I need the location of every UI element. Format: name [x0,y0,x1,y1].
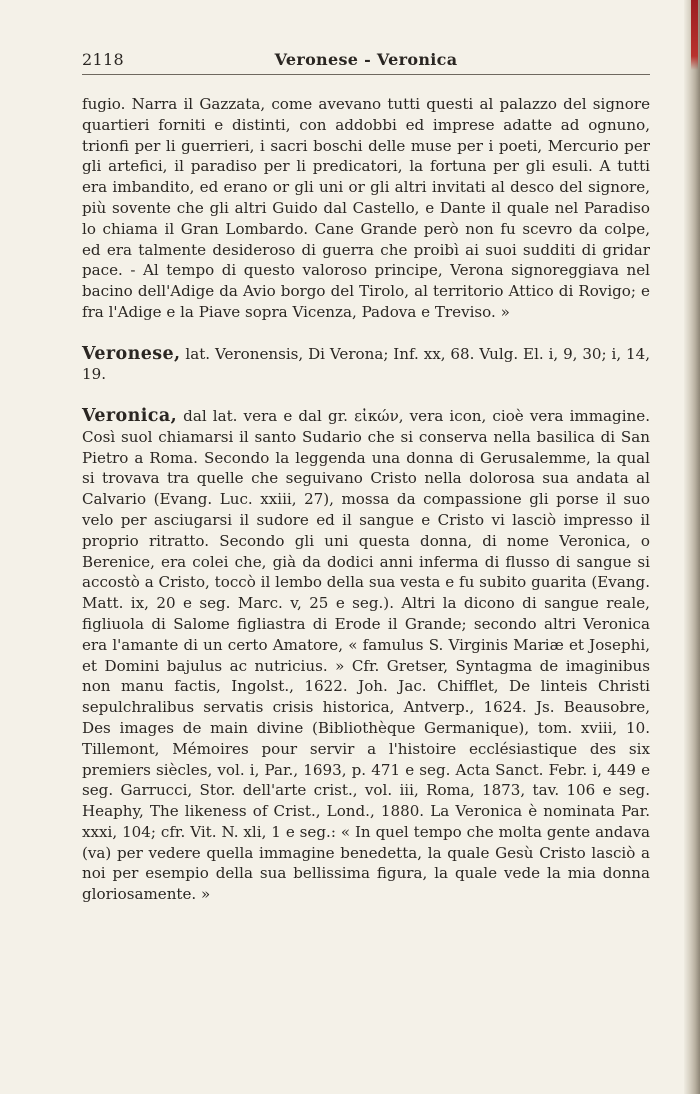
continuation-paragraph: fugio. Narra il Gazzata, come avevano tutti questi al palazzo del signore quartieri forniti e distinti, con addobbi ed imprese adatte ad ognuno, trionfi per li guerrieri, i sacri boschi delle muse per i poeti, Mercurio per gli artefici, il paradiso per li predicatori, la fortuna per gli esuli. A tutti era imbandito, ed erano or gli uni or gli altri invitati al desco del signore, più sovente che gli altri Guido dal Castello, e Dante il quale nel Paradiso lo chiama il Gran Lombardo. Cane Grande però non fu scevro da colpe, ed era talmente desideroso di guerra che proibì ai suoi sudditi di gridar pace. - Al tempo di questo valoroso principe, Verona signoreggiava nel bacino dell'Adige da Avio borgo del Tirolo, al territorio Attico di Rovigo; e fra l'Adige e la Piave sopra Vicenza, Padova e Treviso. » [82,95,650,321]
page-edge-red-mark [691,0,698,70]
headword-veronese: Veronese, [82,343,181,364]
entry-veronica [82,406,650,905]
entry-veronica-text: dal lat. vera e dal gr. εἰκών, vera icon, cioè vera immagine. Così suol chiamarsi il santo Sudario che si conserva nella basilica di San Pietro a Roma. Secondo la leggenda una donna di Gerusalemme, la qual si trovava tra quelle che seguivano Cristo nella dolorosa sua andata al Calvario (Evang. Luc. xxiii, 27), mossa da compassione gli porse il suo velo per asciugarsi il sudore ed il sangue e Cristo vi lasciò impresso il proprio ritratto. Secondo gli uni questa donna, di nome Veronica, o Berenice, era colei che, già da dodici anni inferma di flusso di sangue si accostò a Cristo, toccò il lembo della sua vesta e fu subito guarita (Evang. Matt. ix, 20 e seg. Marc. v, 25 e seg.). Altri la dicono di sangue reale, figliuola di Salome figliastra di Erode il Grande; secondo altri Veronica era l'amante di un certo Amatore, « famulus S. Virginis Mariæ et Josephi, et Domini bajulus ac nutricius. » Cfr. Gretser, Syntagma de imaginibus non manu factis, Ingolst., 1622. Joh. Jac. Chifflet, De linteis Christi sepulchralibus servatis crisis historica, Antverp., 1624. Js. Beausobre, Des images de main divine (Bibliothèque Germanique), tom. xviii, 10. Tillemont, Mémoires pour servir a l'histoire ecclésiastique des six premiers siècles, vol. i, Par., 1693, p. 471 e seg. Acta Sanct. Febr. i, 449 e seg. Garrucci, Stor. dell'arte crist., vol. iii, Roma, 1873, tav. 106 e seg. Heaphy, The likeness of Crist., Lond., 1880. La Veronica è nominata Par. xxxi, 104; cfr. Vit. N. xli, 1 e seg.: « In quel tempo che molta gente andava (va) per vedere quella immagine benedetta, la quale Gesù Cristo lasciò a noi per esempio della sua bellissima figura, la quale vede la mia donna gloriosamente. » [82,406,650,904]
page-edge-shadow [684,0,700,1094]
entry-veronese [82,344,650,386]
page-body [82,94,650,905]
headword-veronica: Veronica, [82,405,178,426]
running-head: Veronese - Veronica [274,50,458,69]
entry-veronese-text: lat. Veronensis, Di Verona; Inf. xx, 68. Vulg. El. i, 9, 30; i, 14, 19. [82,344,650,384]
page-header [82,50,650,75]
page-number: 2118 [82,50,124,69]
